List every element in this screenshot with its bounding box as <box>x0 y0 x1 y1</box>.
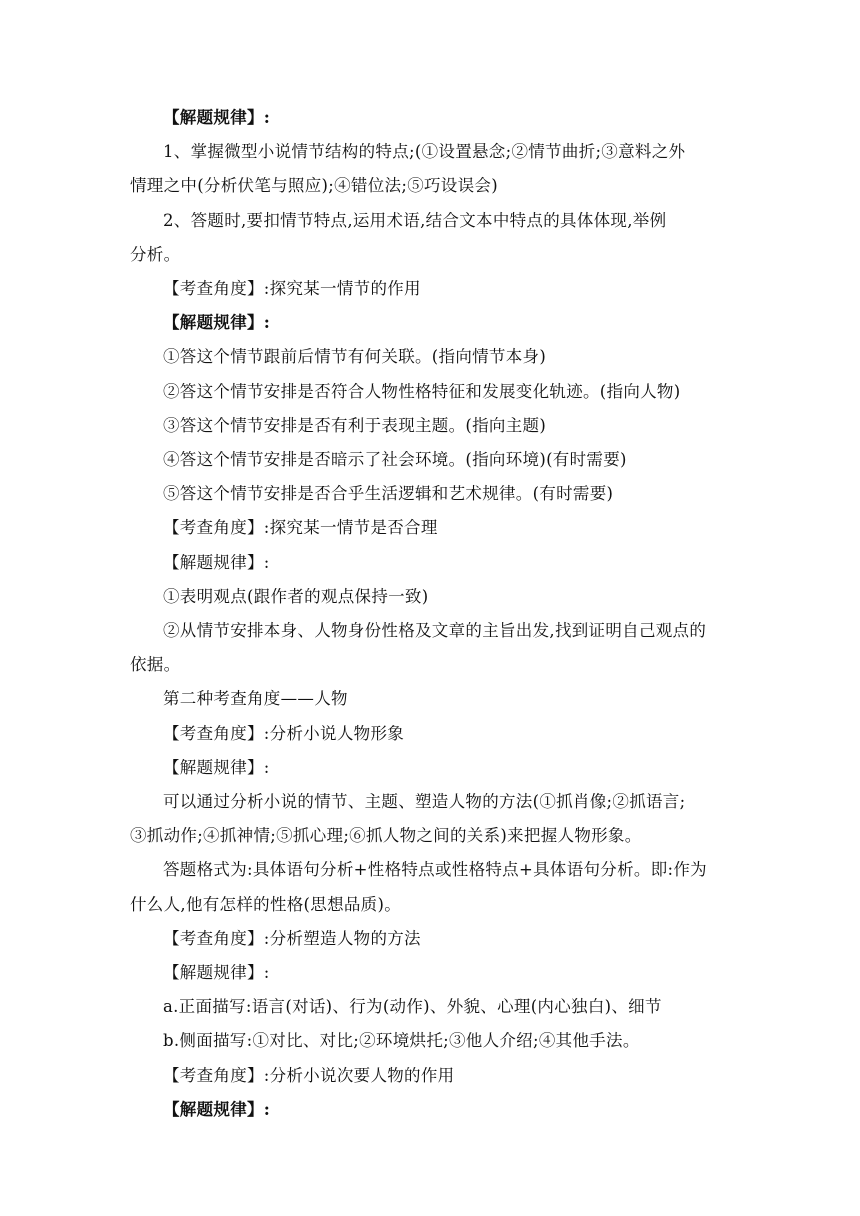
section-heading-angle: 【考查角度】:探究某一情节是否合理 <box>163 518 438 538</box>
section-heading-rules: 【解题规律】: <box>163 108 271 127</box>
paragraph-line: 情理之中(分析伏笔与照应);④错位法;⑤巧设误会) <box>130 176 498 196</box>
section-title: 第二种考查角度——人物 <box>163 689 348 709</box>
section-heading-angle: 【考查角度】:探究某一情节的作用 <box>163 279 421 299</box>
list-item: ③答这个情节安排是否有利于表现主题。(指向主题) <box>163 415 547 435</box>
paragraph-line: 1、掌握微型小说情节结构的特点;(①设置悬念;②情节曲折;③意料之外 <box>163 142 686 162</box>
paragraph-line: 2、答题时,要扣情节特点,运用术语,结合文本中特点的具体体现,举例 <box>163 210 667 230</box>
document-page <box>130 101 734 1127</box>
section-heading-angle: 【考查角度】:分析小说次要人物的作用 <box>163 1065 455 1085</box>
paragraph-line: 什么人,他有怎样的性格(思想品质)。 <box>130 894 402 914</box>
section-heading-rules: 【解题规律】: <box>163 1099 271 1119</box>
section-heading-rules: 【解题规律】: <box>163 313 271 333</box>
paragraph-line: 分析。 <box>130 244 181 264</box>
paragraph-line: 答题格式为:具体语句分析+性格特点或性格特点+具体语句分析。即:作为 <box>163 860 707 880</box>
section-heading-angle: 【考查角度】:分析塑造人物的方法 <box>163 928 421 948</box>
list-item: a.正面描写:语言(对话)、行为(动作)、外貌、心理(内心独白)、细节 <box>163 997 662 1017</box>
paragraph-line: 可以通过分析小说的情节、主题、塑造人物的方法(①抓肖像;②抓语言; <box>163 792 686 812</box>
list-item: ④答这个情节安排是否暗示了社会环境。(指向环境)(有时需要) <box>163 450 627 470</box>
section-heading-rules: 【解题规律】: <box>163 963 270 983</box>
section-heading-rules: 【解题规律】: <box>163 552 270 572</box>
section-heading-angle: 【考查角度】:分析小说人物形象 <box>163 723 405 743</box>
list-item: b.侧面描写:①对比、对比;②环境烘托;③他人介绍;④其他手法。 <box>163 1031 640 1051</box>
paragraph-line: ③抓动作;④抓神情;⑤抓心理;⑥抓人物之间的关系)来把握人物形象。 <box>130 826 642 846</box>
list-item: ②答这个情节安排是否符合人物性格特征和发展变化轨迹。(指向人物) <box>163 381 681 401</box>
list-item: ⑤答这个情节安排是否合乎生活逻辑和艺术规律。(有时需要) <box>163 484 614 504</box>
list-item: ②从情节安排本身、人物身份性格及文章的主旨出发,找到证明自己观点的 <box>163 621 707 641</box>
list-item: ①表明观点(跟作者的观点保持一致) <box>163 586 429 606</box>
list-item: ①答这个情节跟前后情节有何关联。(指向情节本身) <box>163 347 547 367</box>
section-heading-rules: 【解题规律】: <box>163 757 270 777</box>
paragraph-line: 依据。 <box>130 655 181 675</box>
